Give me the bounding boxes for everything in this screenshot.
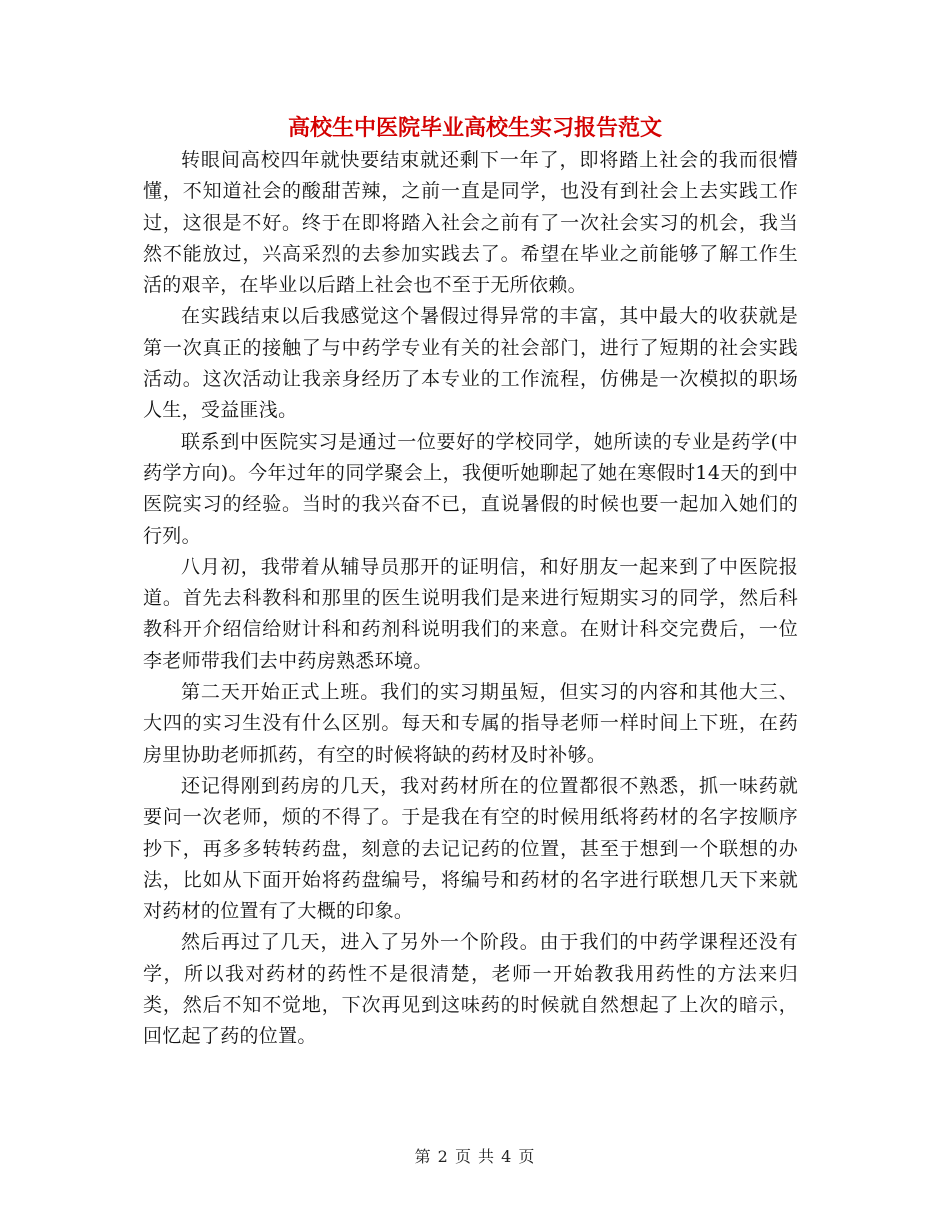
paragraph-1: 转眼间高校四年就快要结束就还剩下一年了，即将踏上社会的我而很懵懂，不知道社会的酸甜苦辣，之前一直是同学，也没有到社会上去实践工作过，这很是不好。终于在即将踏入社会之前有了一次社会实习的机会，我当然不能放过，兴高采烈的去参加实践去了。希望在毕业之前能够了解工作生活的艰辛，在毕业以后踏上社会也不至于无所依赖。: [143, 149, 798, 297]
document-title: 高校生中医院毕业高校生实习报告范文: [287, 115, 662, 141]
paragraph-4: 八月初，我带着从辅导员那开的证明信，和好朋友一起来到了中医院报道。首先去科教科和那里的医生说明我们是来进行短期实习的同学，然后科教科开介绍信给财计科和药剂科说明我们的来意。在财计科交完费后，一位李老师带我们去中药房熟悉环境。: [143, 555, 798, 672]
paragraph-7: 然后再过了几天，进入了另外一个阶段。由于我们的中药学课程还没有学，所以我对药材的药性不是很清楚，老师一开始教我用药性的方法来归类，然后不知不觉地，下次再见到这味药的时候就自然想起了上次的暗示，回忆起了药的位置。: [143, 931, 798, 1048]
paragraph-3: 联系到中医院实习是通过一位要好的学校同学，她所读的专业是药学(中药学方向)。今年过年的同学聚会上，我便听她聊起了她在寒假时14天的到中医院实习的经验。当时的我兴奋不已，直说暑假的时候也要一起加入她们的行列。: [143, 430, 798, 547]
paragraph-5: 第二天开始正式上班。我们的实习期虽短，但实习的内容和其他大三、大四的实习生没有什么区别。每天和专属的指导老师一样时间上下班，在药房里协助老师抓药，有空的时候将缺的药材及时补够。: [143, 681, 798, 766]
document-body: [143, 145, 798, 1053]
page-number-footer: 第 2 页 共 4 页: [414, 1147, 536, 1166]
paragraph-6: 还记得刚到药房的几天，我对药材所在的位置都很不熟悉，抓一味药就要问一次老师，烦的不得了。于是我在有空的时候用纸将药材的名字按顺序抄下，再多多转转药盘，刻意的去记记药的位置，甚至于想到一个联想的办法，比如从下面开始将药盘编号，将编号和药材的名字进行联想几天下来就对药材的位置有了大概的印象。: [143, 774, 798, 923]
paragraph-2: 在实践结束以后我感觉这个暑假过得异常的丰富，其中最大的收获就是第一次真正的接触了与中药学专业有关的社会部门，进行了短期的社会实践活动。这次活动让我亲身经历了本专业的工作流程，仿佛是一次模拟的职场人生，受益匪浅。: [143, 305, 798, 422]
